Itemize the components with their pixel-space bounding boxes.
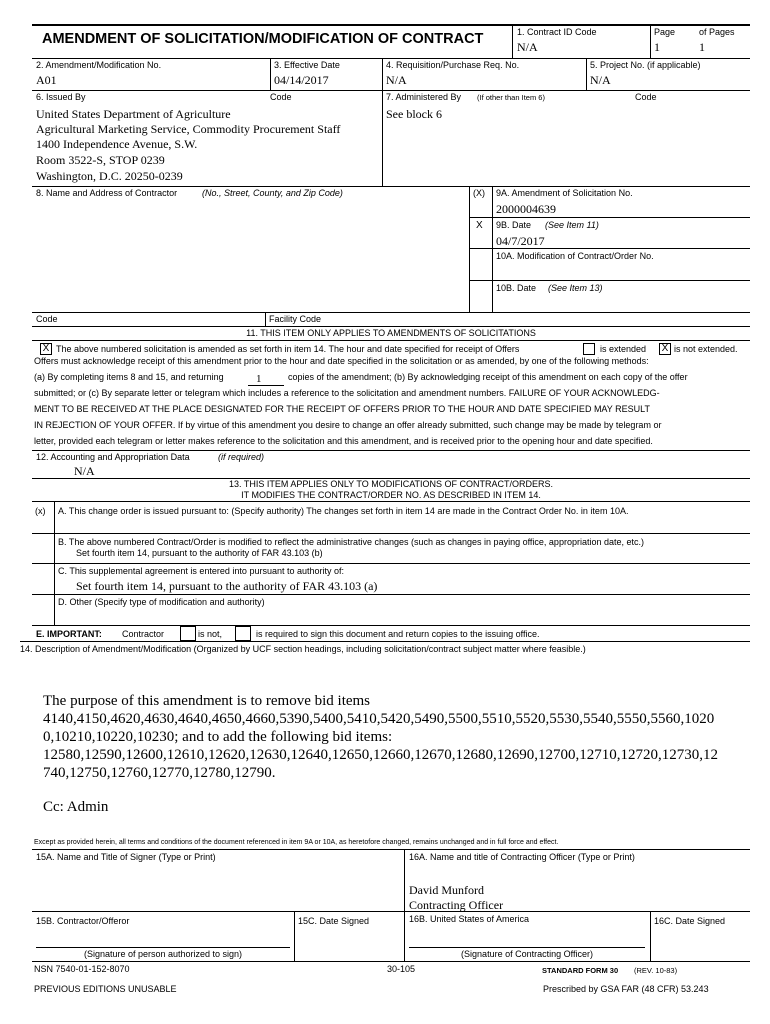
- item12-value: N/A: [74, 464, 95, 478]
- prescribed-by-label: Prescribed by GSA FAR (48 CFR) 53.243: [543, 984, 709, 994]
- cc-line: Cc: Admin: [43, 799, 109, 815]
- standard-form-label: STANDARD FORM 30: [542, 966, 619, 975]
- nsn-number: NSN 7540-01-152-8070: [34, 964, 130, 974]
- mod-date-note: (See Item 13): [548, 283, 603, 293]
- is-required-checkbox[interactable]: [235, 626, 251, 641]
- amendment-no-value: A01: [36, 73, 57, 87]
- sol-x-mark: X: [476, 220, 483, 231]
- is-not-checkbox[interactable]: [180, 626, 196, 641]
- description-line-1: The purpose of this amendment is to remove bid items: [43, 693, 371, 709]
- contractor-label: 8. Name and Address of Contractor: [36, 188, 178, 198]
- item11-line3a: (a) By completing items 8 and 15, and returning: [34, 372, 224, 382]
- form-number: 30-105: [387, 964, 416, 974]
- item11-line5: MENT TO BE RECEIVED AT THE PLACE DESIGNATED FOR THE RECEIPT OF OFFERS PRIOR TO THE HOUR AND DATE SPECIFIED MAY RESULT: [34, 404, 650, 414]
- item11-line4: submitted; or (c) By separate letter or telegram which includes a reference to the solicitation and amendment numbers. FAILURE OF YOUR ACKNOWLEDG-: [34, 388, 660, 398]
- amended-checkbox[interactable]: X: [40, 343, 52, 355]
- item11-title: 11. THIS ITEM ONLY APPLIES TO AMENDMENTS OF SOLICITATIONS: [246, 328, 536, 338]
- contractor-code-label: Code: [36, 314, 58, 324]
- issued-code-label: Code: [270, 92, 292, 102]
- issuer-line-5: Washington, D.C. 20250-0239: [36, 169, 183, 183]
- sol-date-label: 9B. Date: [496, 220, 532, 230]
- revision-label: (REV. 10-83): [634, 966, 678, 975]
- not-extended-checkbox[interactable]: X: [659, 343, 671, 355]
- project-no-label: 5. Project No. (if applicable): [590, 60, 701, 70]
- amendment-form: [20, 24, 750, 1004]
- item13-title-2: IT MODIFIES THE CONTRACT/ORDER NO. AS DESCRIBED IN ITEM 14.: [241, 490, 541, 500]
- of-pages-value: 1: [699, 40, 705, 54]
- item13-b-line2: Set fourth item 14, pursuant to the authority of FAR 43.103 (b): [76, 548, 323, 558]
- officer-title: Contracting Officer: [409, 898, 504, 912]
- officer-signature-caption: (Signature of Contracting Officer): [461, 949, 593, 959]
- except-clause: Except as provided herein, all terms and conditions of the document referenced in item 9A or 10A, as heretofore changed, remains unchanged and in full force and effect.: [34, 839, 559, 846]
- officer-name: David Munford: [409, 883, 484, 897]
- sol-amend-value: 2000004639: [496, 202, 556, 216]
- item13-x-label: (x): [35, 506, 46, 516]
- issuer-line-4: Room 3522-S, STOP 0239: [36, 153, 165, 167]
- extended-label: is extended: [600, 344, 647, 354]
- form-title: AMENDMENT OF SOLICITATION/MODIFICATION OF CONTRACT: [42, 31, 484, 47]
- amendment-no-label: 2. Amendment/Modification No.: [36, 60, 162, 70]
- item12-label: 12. Accounting and Appropriation Data: [36, 452, 190, 462]
- x-column-label: (X): [473, 188, 485, 198]
- page-label: Page: [654, 27, 676, 37]
- item13-c-line2: Set fourth item 14, pursuant to the authority of FAR 43.103 (a): [76, 579, 378, 593]
- important-contractor: Contractor: [122, 629, 165, 639]
- item13-d: D. Other (Specify type of modification and authority): [58, 597, 265, 607]
- item11-line3b: copies of the amendment; (b) By acknowledging receipt of this amendment on each copy of the offer: [288, 372, 688, 382]
- administered-by-note: (If other than Item 6): [477, 93, 545, 102]
- officer-name-label: 16A. Name and title of Contracting Officer (Type or Print): [409, 852, 635, 862]
- administered-by-label: 7. Administered By: [386, 92, 462, 102]
- contractor-note: (No., Street, County, and Zip Code): [202, 188, 343, 198]
- requisition-value: N/A: [386, 73, 407, 87]
- copies-value: 1: [256, 373, 262, 385]
- mod-date-label: 10B. Date: [496, 283, 537, 293]
- facility-code-label: Facility Code: [269, 314, 322, 324]
- effective-date-value: 04/14/2017: [274, 73, 329, 87]
- page-value: 1: [654, 40, 660, 54]
- requisition-label: 4. Requisition/Purchase Req. No.: [386, 60, 520, 70]
- item11-line1: The above numbered solicitation is amended as set forth in item 14. The hour and date specified for receipt of Offers: [56, 344, 520, 354]
- issuer-line-3: 1400 Independence Avenue, S.W.: [36, 137, 198, 151]
- issued-by-label: 6. Issued By: [36, 92, 86, 102]
- description-line-4: 12580,12590,12600,12610,12620,12630,12640,12650,12660,12670,12680,12690,12700,12710,12720,12730,12: [43, 747, 718, 763]
- contract-id-value: N/A: [517, 40, 538, 54]
- sol-date-note: (See Item 11): [545, 220, 599, 230]
- item11-line6: IN REJECTION OF YOUR OFFER. If by virtue of this amendment you desire to change an offer already submitted, such change may be made by telegram or: [34, 420, 662, 430]
- is-required-text: is required to sign this document and return copies to the issuing office.: [256, 629, 540, 639]
- item14-label: 14. Description of Amendment/Modification (Organized by UCF section headings, including solicitation/contract subject matter where feasible.): [20, 644, 586, 654]
- item12-note: (if required): [218, 452, 265, 462]
- item13-b-line1: B. The above numbered Contract/Order is modified to reflect the administrative changes (such as changes in paying office, appropriation date, etc.): [58, 537, 644, 547]
- not-extended-label: is not extended.: [674, 344, 738, 354]
- description-line-3: 0,10210,10220,10230; and to add the following bid items:: [43, 729, 393, 745]
- date-signed-15c-label: 15C. Date Signed: [298, 916, 370, 926]
- item13-title-1: 13. THIS ITEM APPLIES ONLY TO MODIFICATIONS OF CONTRACT/ORDERS.: [228, 479, 554, 489]
- sol-amend-label: 9A. Amendment of Solicitation No.: [496, 188, 633, 198]
- important-label: E. IMPORTANT:: [36, 629, 102, 639]
- item11-line2: Offers must acknowledge receipt of this amendment prior to the hour and date specified in the solicitation or as amended, by one of the following methods:: [34, 356, 649, 366]
- contractor-signature-caption: (Signature of person authorized to sign): [83, 949, 243, 959]
- is-not-label: is not,: [198, 629, 223, 639]
- signer-name-label: 15A. Name and Title of Signer (Type or Print): [36, 852, 216, 862]
- previous-editions-label: PREVIOUS EDITIONS UNUSABLE: [34, 984, 177, 994]
- issuer-line-2: Agricultural Marketing Service, Commodity Procurement Staff: [36, 122, 341, 136]
- usa-16b-label: 16B. United States of America: [409, 914, 530, 924]
- mod-contract-label: 10A. Modification of Contract/Order No.: [496, 251, 654, 261]
- administered-by-value: See block 6: [386, 107, 442, 121]
- description-line-2: 4140,4150,4620,4630,4640,4650,4660,5390,5400,5410,5420,5490,5500,5510,5520,5530,5540,5550,5560,1020: [43, 711, 715, 727]
- issuer-line-1: United States Department of Agriculture: [36, 107, 231, 121]
- project-no-value: N/A: [590, 73, 611, 87]
- date-signed-16c-label: 16C. Date Signed: [654, 916, 726, 926]
- contractor-offeror-label: 15B. Contractor/Offeror: [36, 916, 130, 926]
- item13-c-line1: C. This supplemental agreement is entered into pursuant to authority of:: [58, 566, 344, 576]
- administered-code-label: Code: [635, 92, 657, 102]
- of-pages-label: of Pages: [699, 27, 735, 37]
- contract-id-label: 1. Contract ID Code: [517, 27, 597, 37]
- item13-a: A. This change order is issued pursuant to: (Specify authority) The changes set forth in item 14 are made in the Contract Order No. in item 10A.: [58, 506, 629, 516]
- item11-line7: letter, provided each telegram or letter makes reference to the solicitation and this amendment, and is received prior to the opening hour and date specified.: [34, 436, 653, 446]
- sol-date-value: 04/7/2017: [496, 234, 545, 248]
- effective-date-label: 3. Effective Date: [274, 60, 340, 70]
- description-line-5: 740,12750,12760,12770,12780,12790.: [43, 765, 276, 781]
